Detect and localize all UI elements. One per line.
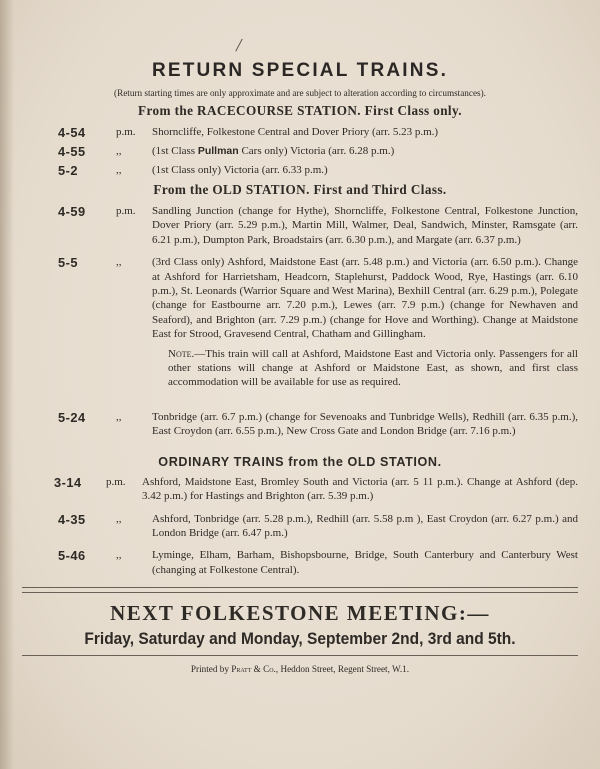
printer-address: , Heddon Street, Regent Street, W.1.	[275, 664, 410, 675]
printer-imprint	[22, 664, 578, 674]
destinations: Tonbridge (arr. 6.7 p.m.) (change for Sevenoaks and Tunbridge Wells), Redhill (arr. 6.35 p.m.), East Croydon (arr. 6.55 p.m.), New Cross Gate and London Bridge (arr. 7.16 p.m.)	[152, 410, 578, 438]
time-suffix: p.m.	[116, 126, 136, 138]
train-row	[22, 475, 578, 504]
train-row	[22, 548, 578, 577]
ditto-mark: ,,	[116, 549, 122, 562]
ditto-mark: ,,	[116, 164, 122, 176]
ditto-mark: ,,	[116, 512, 122, 525]
pullman-label: Pullman	[197, 145, 239, 157]
destinations: Shorncliffe, Folkestone Central and Dover Priory (arr. 5.23 p.m.)	[152, 126, 439, 138]
departure-time: 4-55	[58, 144, 86, 159]
train-row	[22, 144, 578, 159]
printer-text: Printed by	[190, 664, 232, 675]
ditto-mark: ,,	[116, 410, 122, 423]
departure-time: 4-35	[58, 511, 86, 527]
ordinary-heading: ORDINARY TRAINS from the OLD STATION.	[158, 454, 442, 469]
time-suffix: p.m.	[106, 475, 126, 488]
departure-time: 5-5	[58, 255, 78, 271]
dest-part: (1st Class	[152, 145, 198, 157]
page-title: RETURN SPECIAL TRAINS.	[151, 60, 449, 81]
destinations	[152, 144, 578, 158]
double-rule	[22, 587, 578, 593]
train-row	[22, 125, 578, 140]
note-paragraph	[168, 347, 578, 390]
destinations: Ashford, Tonbridge (arr. 5.28 p.m.), Redhill (arr. 5.58 p.m ), East Croydon (arr. 6.27 p.m.) and London Bridge (arr. 6.47 p.m.)	[152, 512, 578, 539]
destinations: Ashford, Maidstone East, Bromley South and Victoria (arr. 5 11 p.m.). Change at Ashford (dep. 3.42 p.m.) for Hastings and Brighton (arr. 5.39 p.m.)	[142, 475, 578, 503]
old-station-heading: From the OLD STATION. First and Third Class.	[153, 182, 447, 197]
destinations: (3rd Class only) Ashford, Maidstone East (arr. 5.48 p.m.) and Victoria (arr. 6.50 p.m.). Change at Ashford for Harrietsham, Headcorn, Staplehurst, Paddock Wood, Rye, Hastings (arr. 6.10 p.m.), St. Leonards (Warrior Square and West Marina), Bexhill Central (arr. 6.29 p.m.), Polegate (change for Eastbourne arr. 7.20 p.m.), Lewes (arr. 7.9 p.m.) (change for Newhaven and Seaford), and Brighton (arr. 7.29 p.m.) (change for Hove and Worthing). Change at Maidstone East for Strood, Gravesend Central, Chatham and Gillingham.	[152, 256, 578, 341]
destinations: (1st Class only) Victoria (arr. 6.33 p.m.)	[152, 164, 328, 176]
departure-time: 4-54	[58, 125, 86, 140]
dest-part: Cars only) Victoria (arr. 6.28 p.m.)	[238, 145, 395, 157]
next-meeting-heading: NEXT FOLKESTONE MEETING:—	[110, 601, 490, 626]
departure-time: 5-24	[58, 409, 86, 425]
departure-time: 5-46	[58, 548, 86, 564]
ditto-mark: ,,	[116, 256, 122, 269]
pencil-mark	[235, 39, 250, 56]
note-label: Note.	[168, 347, 195, 360]
racecourse-heading: From the RACECOURSE STATION. First Class only.	[138, 103, 462, 118]
time-suffix: p.m.	[116, 205, 136, 217]
train-row	[22, 512, 578, 541]
destinations: Sandling Junction (change for Hythe), Shorncliffe, Folkestone Central, Folkestone Junction, Dover Priory (arr. 5.29 p.m.), Martin Mill, Walmer, Deal, Sandwich, Minster, Ramsgate (arr. 6.21 p.m.), Dumpton Park, Broadstairs (arr. 6.30 p.m.), and Margate (arr. 6.37 p.m.)	[152, 205, 578, 246]
divider	[22, 655, 578, 656]
note-text: —This train will call at Ashford, Maidstone East and Victoria only. Passengers for all other stations will change at Ashford or Maidstone East, as shown, and first class accommodation will be available for use as required.	[168, 347, 578, 389]
departure-time: 4-59	[58, 204, 86, 219]
departure-time: 5-2	[58, 163, 78, 178]
train-row	[22, 204, 578, 247]
printer-name: Pratt & Co.	[231, 664, 276, 675]
meeting-dates: Friday, Saturday and Monday, September 2nd, 3rd and 5th.	[84, 630, 516, 649]
train-row	[22, 163, 578, 178]
destinations: Lyminge, Elham, Barham, Bishopsbourne, Bridge, South Canterbury and Canterbury West (changing at Folkestone Central).	[152, 549, 578, 576]
disclaimer: (Return starting times are only approximate and are subject to alteration according to circumstances).	[114, 88, 486, 98]
train-row	[22, 410, 578, 439]
train-row	[22, 255, 578, 341]
departure-time: 3-14	[54, 474, 82, 490]
ditto-mark: ,,	[116, 145, 122, 157]
